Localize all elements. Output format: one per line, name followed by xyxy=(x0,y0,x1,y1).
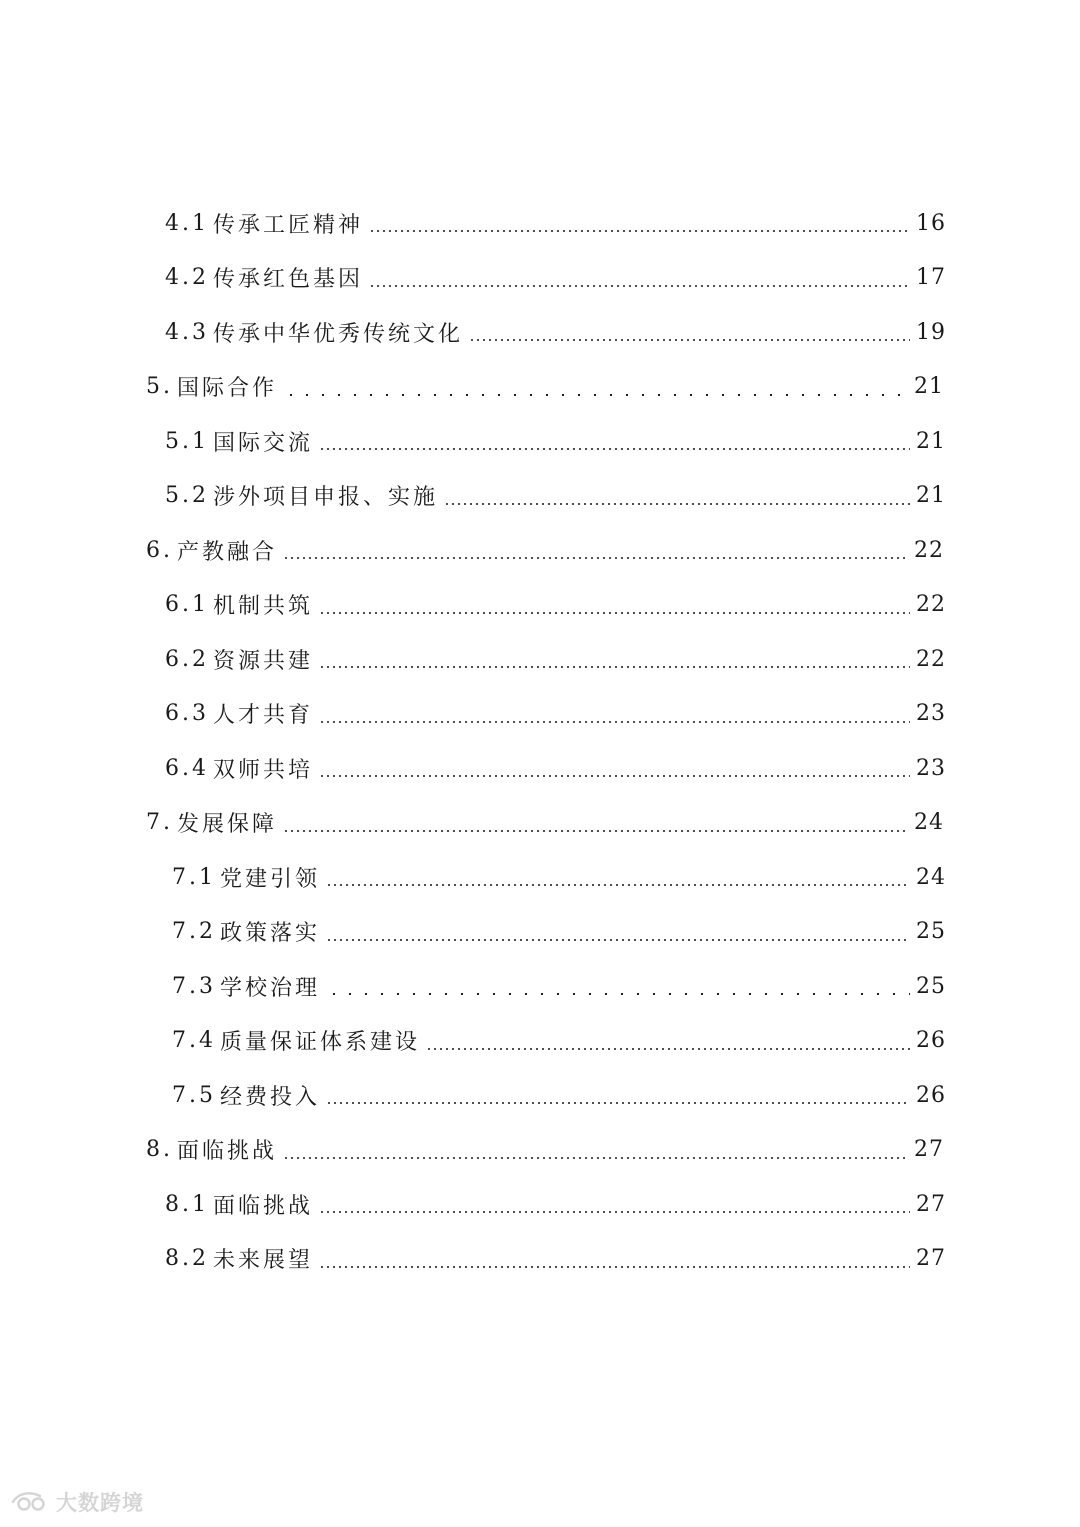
toc-entry-title: 未来展望 xyxy=(213,1248,314,1274)
toc-entry-number: 8.1 xyxy=(165,1191,209,1217)
toc-entry-page: 21 xyxy=(916,483,946,509)
toc-entry-title: 经费投入 xyxy=(220,1084,321,1110)
toc-entry-page: 24 xyxy=(916,864,946,890)
toc-entry-page: 25 xyxy=(916,919,946,945)
toc-entry-title: 发展保障 xyxy=(177,812,278,838)
toc-entry-page: 19 xyxy=(916,319,946,345)
toc-entry-page: 26 xyxy=(916,1028,946,1054)
toc-entry-title: 质量保证体系建设 xyxy=(220,1030,421,1056)
toc-entry-page: 21 xyxy=(914,374,944,400)
toc-entry-title: 资源共建 xyxy=(213,648,314,674)
dot-leader xyxy=(326,993,910,995)
toc-entry-title: 国际合作 xyxy=(177,376,278,402)
toc-entry-title: 面临挑战 xyxy=(177,1139,278,1165)
dot-leader xyxy=(283,1157,908,1159)
toc-entry-page: 16 xyxy=(916,210,946,236)
toc-entry-number: 8.2 xyxy=(165,1246,209,1272)
toc-entry-title: 人才共育 xyxy=(213,703,314,729)
dot-leader xyxy=(426,1048,910,1050)
toc-entry[interactable] xyxy=(0,251,1080,306)
toc-entry-number: 6.3 xyxy=(165,701,209,727)
watermark xyxy=(10,1487,144,1517)
toc-chapter[interactable] xyxy=(0,796,1080,851)
toc-entry-number: 4.2 xyxy=(165,265,209,291)
toc-entry[interactable] xyxy=(0,196,1080,251)
toc-entry[interactable] xyxy=(0,1177,1080,1232)
toc-entry-page: 27 xyxy=(916,1246,946,1272)
dot-leader xyxy=(283,557,908,559)
toc-entry-number: 6. xyxy=(146,537,173,563)
dot-leader xyxy=(319,1211,910,1213)
toc-entry-title: 双师共培 xyxy=(213,757,314,783)
dot-leader xyxy=(283,830,908,832)
toc-entry-title: 学校治理 xyxy=(220,975,321,1001)
toc-entry-number: 6.2 xyxy=(165,646,209,672)
toc-entry-page: 23 xyxy=(916,755,946,781)
toc-entry-page: 22 xyxy=(914,537,944,563)
dot-leader xyxy=(319,612,910,614)
toc-entry-title: 传承红色基因 xyxy=(213,267,364,293)
toc-entry-page: 22 xyxy=(916,592,946,618)
toc-entry-page: 27 xyxy=(916,1191,946,1217)
toc-entry-number: 7. xyxy=(146,810,173,836)
toc-entry[interactable] xyxy=(0,850,1080,905)
toc-entry[interactable] xyxy=(0,414,1080,469)
toc-entry-number: 4.3 xyxy=(165,319,209,345)
toc-entry-number: 8. xyxy=(146,1137,173,1163)
toc-entry-title: 政策落实 xyxy=(220,921,321,947)
toc-entry-page: 23 xyxy=(916,701,946,727)
eye-logo-icon xyxy=(10,1490,50,1514)
table-of-contents xyxy=(0,196,1080,1286)
toc-entry[interactable] xyxy=(0,905,1080,960)
toc-entry-number: 7.5 xyxy=(172,1082,216,1108)
toc-entry-page: 24 xyxy=(914,810,944,836)
toc-entry-page: 22 xyxy=(916,646,946,672)
dot-leader xyxy=(319,721,910,723)
toc-entry-number: 5.2 xyxy=(165,483,209,509)
toc-entry[interactable] xyxy=(0,632,1080,687)
toc-entry[interactable] xyxy=(0,305,1080,360)
toc-entry[interactable] xyxy=(0,578,1080,633)
toc-entry[interactable] xyxy=(0,741,1080,796)
toc-chapter[interactable] xyxy=(0,360,1080,415)
toc-entry-page: 21 xyxy=(916,428,946,454)
dot-leader xyxy=(326,939,910,941)
toc-chapter[interactable] xyxy=(0,523,1080,578)
toc-entry-page: 25 xyxy=(916,973,946,999)
toc-entry-title: 传承中华优秀传统文化 xyxy=(213,321,464,347)
toc-entry-number: 7.2 xyxy=(172,919,216,945)
toc-entry-title: 机制共筑 xyxy=(213,594,314,620)
toc-entry-number: 7.3 xyxy=(172,973,216,999)
toc-entry[interactable] xyxy=(0,1014,1080,1069)
toc-entry-title: 面临挑战 xyxy=(213,1193,314,1219)
toc-entry-number: 4.1 xyxy=(165,210,209,236)
toc-entry-page: 26 xyxy=(916,1082,946,1108)
toc-entry-title: 党建引领 xyxy=(220,866,321,892)
toc-entry[interactable] xyxy=(0,1068,1080,1123)
toc-entry-title: 传承工匠精神 xyxy=(213,212,364,238)
toc-entry-number: 6.4 xyxy=(165,755,209,781)
dot-leader xyxy=(319,666,910,668)
toc-entry-number: 5.1 xyxy=(165,428,209,454)
dot-leader xyxy=(444,503,910,505)
toc-entry[interactable] xyxy=(0,959,1080,1014)
toc-entry-number: 7.1 xyxy=(172,864,216,890)
toc-entry[interactable] xyxy=(0,1232,1080,1287)
dot-leader xyxy=(283,394,908,396)
dot-leader xyxy=(319,775,910,777)
dot-leader xyxy=(369,285,910,287)
toc-entry-number: 7.4 xyxy=(172,1028,216,1054)
dot-leader xyxy=(326,1102,910,1104)
toc-entry-number: 6.1 xyxy=(165,592,209,618)
watermark-text: 大数跨境 xyxy=(56,1491,144,1515)
toc-entry[interactable] xyxy=(0,469,1080,524)
toc-entry-title: 产教融合 xyxy=(177,539,278,565)
toc-entry-title: 国际交流 xyxy=(213,430,314,456)
toc-entry[interactable] xyxy=(0,687,1080,742)
toc-entry-title: 涉外项目申报、实施 xyxy=(213,485,439,511)
toc-chapter[interactable] xyxy=(0,1123,1080,1178)
dot-leader xyxy=(319,448,910,450)
toc-entry-number: 5. xyxy=(146,374,173,400)
toc-entry-page: 27 xyxy=(914,1137,944,1163)
dot-leader xyxy=(326,884,910,886)
dot-leader xyxy=(469,339,910,341)
dot-leader xyxy=(369,230,910,232)
toc-entry-page: 17 xyxy=(916,265,946,291)
dot-leader xyxy=(319,1266,910,1268)
